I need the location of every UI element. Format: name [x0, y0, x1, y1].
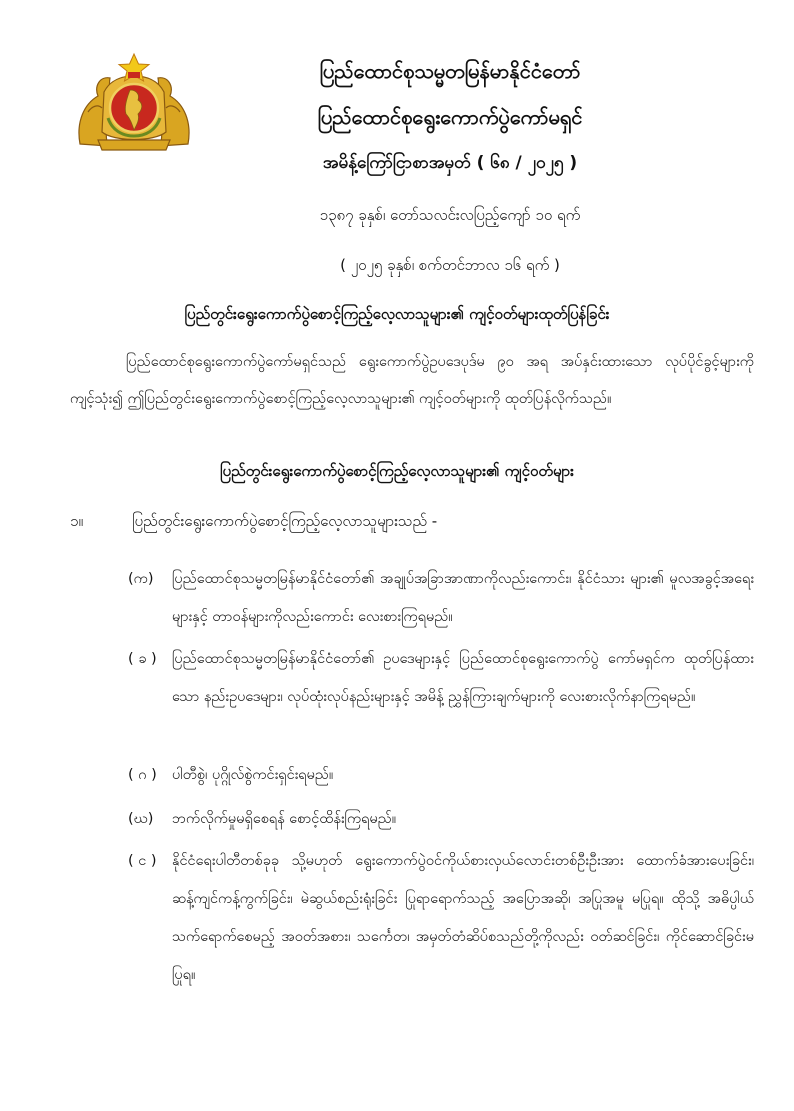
rule-lead-text: ပြည်တွင်းရွေးကောက်ပွဲစောင့်ကြည့်လေ့လာသူများသည် -	[132, 512, 438, 530]
item-marker: (က)	[128, 571, 154, 587]
item-text: နိုင်ငံရေးပါတီတစ်ခုခု သို့မဟုတ် ရွေးကောက်ပွဲဝင်ကိုယ်စားလှယ်လောင်းတစ်ဦးဦးအား ထောက်ခံအားပေးခြင်း၊ ဆန့်ကျင်ကန့်ကွက်ခြင်း၊ မဲဆွယ်စည်းရုံးခြင်း ပြုရာရောက်သည့် အပြောအဆို၊ အပြုအမူ မပြုရ။ ထိုသို့ အဓိပ္ပါယ်သက်ရောက်စေမည့် အဝတ်အစား၊ သင်္ကေတ၊ အမှတ်တံဆိပ်စသည်တို့ကိုလည်း ဝတ်ဆင်ခြင်း၊ ကိုင်ဆောင်ခြင်းမပြုရ။	[172, 853, 754, 983]
intro-paragraph	[70, 344, 754, 418]
item-text: ပြည်ထောင်စုသမ္မတမြန်မာနိုင်ငံတော်၏ အချုပ်အခြာအာဏာကိုလည်းကောင်း၊ နိုင်ငံသား များ၏ မူလအခွင့်အရေးများနှင့် တာဝန်များကိုလည်းကောင်း လေးစားကြရမည်။	[172, 571, 754, 625]
list-item	[128, 800, 754, 838]
state-seal-emblem-icon	[74, 52, 194, 154]
document-subject: ပြည်တွင်းရွေးကောက်ပွဲစောင့်ကြည့်လေ့လာသူများ၏ ကျင့်ဝတ်များထုတ်ပြန်ခြင်း	[184, 305, 610, 323]
list-item	[128, 842, 754, 994]
list-item	[128, 756, 754, 794]
item-text: ပြည်ထောင်စုသမ္မတမြန်မာနိုင်ငံတော်၏ ဥပဒေများနှင့် ပြည်ထောင်စုရွေးကောက်ပွဲ ကော်မရှင်က ထုတ်ပြန်ထားသော နည်းဥပဒေများ၊ လုပ်ထုံးလုပ်နည်းများနှင့် အမိန့် ညွှန်ကြားချက်များကို လေးစားလိုက်နာကြရမည်။	[172, 651, 754, 705]
item-text: ပါတီစွဲ၊ ပုဂ္ဂိုလ်စွဲကင်းရှင်းရမည်။	[172, 767, 334, 783]
header-commission-name: ပြည်ထောင်စုရွေးကောက်ပွဲကော်မရှင်	[317, 105, 583, 129]
item-marker: ( င )	[128, 853, 157, 869]
intro-text: ပြည်ထောင်စုရွေးကောက်ပွဲကော်မရှင်သည် ရွေးကောက်ပွဲဥပဒေပုဒ်မ ၉၀ အရ အပ်နှင်းထားသော လုပ်ပိုင်ခွင့်များကိုကျင့်သုံး၍ ဤပြည်တွင်းရွေးကောက်ပွဲစောင့်ကြည့်လေ့လာသူများ၏ ကျင့်ဝတ်များကို ထုတ်ပြန်လိုက်သည်။	[70, 354, 754, 407]
date-myanmar-calendar: ၁၃၈၇ ခုနှစ်၊ တော်သလင်းလပြည့်ကျော် ၁၀ ရက်	[319, 206, 581, 224]
date-gregorian: ( ၂၀၂၅ ခုနှစ်၊ စက်တင်ဘာလ ၁၆ ရက် )	[340, 256, 560, 274]
list-item	[128, 560, 754, 636]
item-marker: ( ဂ )	[128, 767, 157, 783]
item-marker: ( ခ )	[128, 651, 157, 667]
list-item	[128, 640, 754, 716]
header-notification-number: အမိန့်ကြော်ငြာစာအမှတ် ( ၆၈ / ၂၀၂၅ )	[322, 153, 578, 173]
item-text: ဘက်လိုက်မှုမရှိစေရန် စောင့်ထိန်းကြရမည်။	[172, 811, 397, 827]
item-marker: (ဃ)	[128, 811, 154, 827]
rule-number: ၁။	[70, 512, 83, 530]
header-country-name: ပြည်ထောင်စုသမ္မတမြန်မာနိုင်ငံတော်	[319, 59, 581, 83]
section-title: ပြည်တွင်းရွေးကောက်ပွဲစောင့်ကြည့်လေ့လာသူများ၏ ကျင့်ဝတ်များ	[220, 462, 574, 480]
